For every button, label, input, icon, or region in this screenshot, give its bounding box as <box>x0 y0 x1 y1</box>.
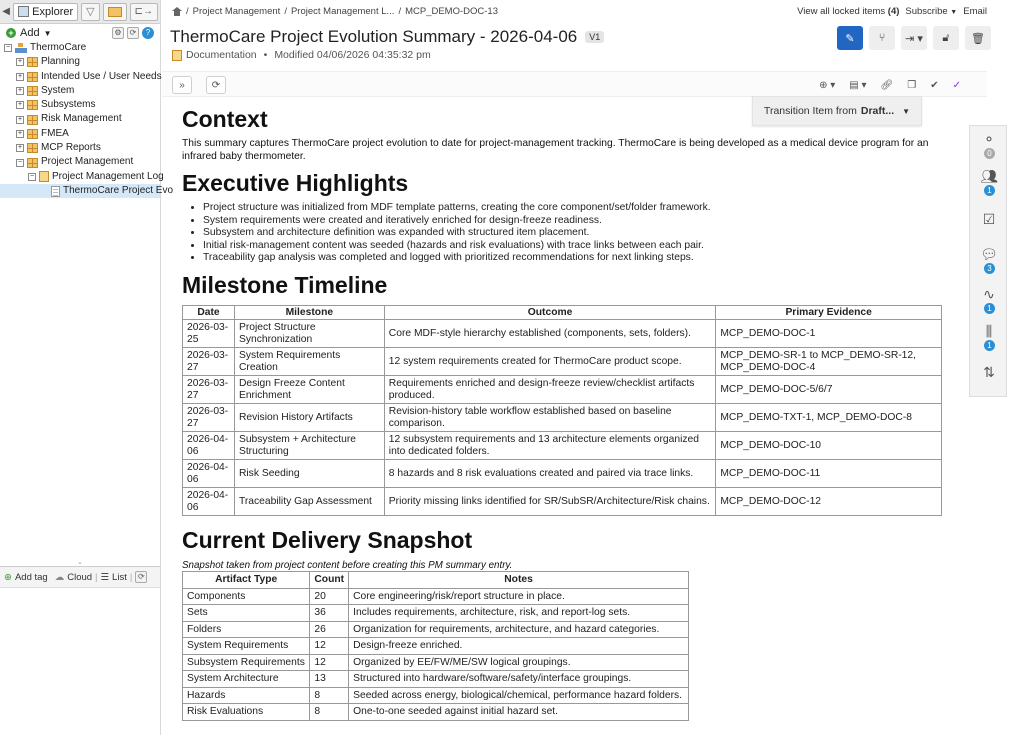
approve-icon[interactable]: ✔ <box>930 79 939 91</box>
tree-node-label: MCP Reports <box>41 142 101 154</box>
cell-artifact-type: Risk Evaluations <box>183 704 310 721</box>
column-header: Primary Evidence <box>716 305 942 320</box>
breadcrumb-sep: / <box>186 6 189 17</box>
log-icon <box>39 171 49 182</box>
cell-count: 8 <box>310 687 349 704</box>
clipboard-check-icon[interactable]: ✓ <box>952 79 961 91</box>
table-row <box>183 654 689 671</box>
cell-milestone: Project Structure Synchronization <box>234 320 384 348</box>
cell-evidence: MCP_DEMO-SR-1 to MCP_DEMO-SR-12, MCP_DEMO-DOC-4 <box>716 348 942 376</box>
cell-notes: Seeded across energy, biological/chemical, performance hazard folders. <box>349 687 689 704</box>
tree-node-label: FMEA <box>41 127 69 139</box>
cell-milestone: Design Freeze Content Enrichment <box>234 376 384 404</box>
cell-notes: Core engineering/risk/report structure in place. <box>349 588 689 605</box>
list-button[interactable]: List <box>112 571 127 583</box>
folder-icon <box>27 86 38 96</box>
locked-count: (4) <box>887 6 900 17</box>
separator-dot: • <box>263 49 268 61</box>
sync-panel-button[interactable] <box>970 364 1008 394</box>
expand-icon[interactable]: + <box>17 58 23 66</box>
cell-milestone: Subsystem + Architecture Structuring <box>234 432 384 460</box>
refresh-icon[interactable]: ⟳ <box>127 27 139 39</box>
main-pane <box>162 0 1015 735</box>
cell-date: 2026-03-27 <box>183 376 235 404</box>
subscribe-label: Subscribe <box>905 6 948 17</box>
cell-artifact-type: Components <box>183 588 310 605</box>
highlight-item: • Initial risk-management content was seeded (hazards and risk evaluations) with trace links between each pair. <box>203 240 944 253</box>
refresh-tags-icon[interactable]: ⟳ <box>135 571 147 583</box>
table-row <box>183 404 942 432</box>
explorer-icon <box>18 6 29 17</box>
breadcrumb-item[interactable]: Project Management L... <box>290 6 395 17</box>
tree-node-label: ThermoCare Project Evo <box>63 184 174 196</box>
reviewers-panel-button[interactable] <box>970 168 1008 198</box>
column-header: Date <box>183 305 235 320</box>
collapse-icon[interactable]: − <box>17 158 23 166</box>
cell-date: 2026-03-27 <box>183 404 235 432</box>
reviewers-icon: 👥︎ <box>980 167 998 184</box>
table-row <box>183 638 689 655</box>
cell-count: 12 <box>310 638 349 655</box>
cell-notes: Organization for requirements, architecture, and hazard categories. <box>349 621 689 638</box>
breadcrumb-sep: / <box>398 6 402 17</box>
expand-icon[interactable]: + <box>17 129 23 137</box>
back-arrow-icon[interactable]: ◀ <box>2 6 10 17</box>
column-header: Artifact Type <box>183 572 310 589</box>
cell-outcome: Revision-history table workflow established based on baseline comparison. <box>384 404 716 432</box>
snapshot-body <box>183 588 689 720</box>
tests-panel-button[interactable] <box>970 211 1008 241</box>
view-locked-link[interactable] <box>797 6 899 17</box>
cell-artifact-type: System Architecture <box>183 671 310 688</box>
document-content <box>182 104 944 721</box>
tree-node[interactable] <box>0 98 160 112</box>
milestone-table <box>182 305 942 517</box>
folder-icon <box>27 129 38 139</box>
snapshot-caption: Snapshot taken from project content before creating this PM summary entry. <box>182 560 513 571</box>
action-buttons <box>837 26 991 50</box>
subscribe-menu[interactable] <box>905 6 957 17</box>
collapse-icon[interactable]: − <box>29 172 35 180</box>
tab-explorer[interactable] <box>13 3 78 21</box>
caret-down-icon: ▼ <box>902 106 911 116</box>
cloud-button[interactable]: Cloud <box>67 571 93 583</box>
item-type: Documentation <box>186 49 257 61</box>
documentation-icon <box>172 50 182 61</box>
relationships-icon: ⚬ <box>983 130 995 147</box>
cell-notes: Includes requirements, architecture, risk, and report-log sets. <box>349 605 689 622</box>
tree-node-label: Risk Management <box>41 113 122 125</box>
add-row <box>0 25 160 41</box>
column-header: Notes <box>349 572 689 589</box>
cell-artifact-type: Hazards <box>183 687 310 704</box>
link-icon[interactable]: 🔗︎ <box>880 79 894 91</box>
view-locked-label: View all locked items <box>797 6 886 17</box>
tree-icon: ⑂ <box>878 32 886 44</box>
milestone-heading: Milestone Timeline <box>182 271 388 298</box>
count-badge: 1 <box>984 185 995 196</box>
cell-date: 2026-03-25 <box>183 320 235 348</box>
versions-icon: ⫼ <box>985 322 993 339</box>
tag-bar <box>0 566 160 588</box>
add-icon[interactable]: + <box>6 28 16 38</box>
transition-state: Draft... <box>860 105 895 117</box>
breadcrumb <box>172 6 498 17</box>
sync-icon: ⇅ <box>983 363 995 380</box>
list-icon[interactable]: ☰ <box>100 571 110 583</box>
tree-node-label: Project Management Log <box>52 170 164 182</box>
activity-icon: ∿ <box>983 285 995 302</box>
toolbar-right <box>819 76 961 94</box>
cell-notes: One-to-one seeded against initial hazard set. <box>349 704 689 721</box>
context-paragraph: This summary captures ThermoCare project evolution to date for project-management tracking. ThermoCare is being developed as a medical device program for an infrared baby thermometer. <box>182 138 929 162</box>
left-tabs <box>0 0 160 24</box>
expand-icon[interactable]: + <box>17 101 23 109</box>
lock-button[interactable] <box>933 26 959 50</box>
cell-count: 13 <box>310 671 349 688</box>
tree-node-label: Intended Use / User Needs <box>41 70 162 82</box>
highlight-item: • Project structure was initialized from MDF template patterns, creating the core component/set/folder framework. <box>203 202 944 215</box>
cell-outcome: Priority missing links identified for SR/SubSR/Architecture/Risk chains. <box>384 488 716 516</box>
cell-date: 2026-04-06 <box>183 460 235 488</box>
tree-node-label: Project Management <box>41 156 134 168</box>
add-menu[interactable]: Add <box>20 27 40 39</box>
cell-outcome: 12 subsystem requirements and 13 architecture elements organized into dedicated folders. <box>384 432 716 460</box>
caret-down-icon: ▼ <box>950 9 958 16</box>
tree-node[interactable] <box>0 55 160 69</box>
cell-artifact-type: Folders <box>183 621 310 638</box>
breadcrumb-item[interactable]: Project Management <box>192 6 281 17</box>
transition-prefix: Transition Item from <box>763 105 857 117</box>
cell-outcome: 12 system requirements created for ThermoCare product scope. <box>384 348 716 376</box>
settings-icon[interactable]: ⚙ <box>112 27 124 39</box>
table-row <box>183 588 689 605</box>
cell-outcome: Requirements enriched and design-freeze review/checklist artifacts produced. <box>384 376 716 404</box>
tree-node-label: Planning <box>41 56 80 68</box>
table-row <box>183 320 942 348</box>
tree-node[interactable] <box>0 141 160 155</box>
cell-evidence: MCP_DEMO-DOC-1 <box>716 320 942 348</box>
tree-node[interactable] <box>0 127 160 141</box>
tree-node[interactable] <box>0 70 160 84</box>
tree-node-label: ThermoCare <box>30 42 87 53</box>
table-row <box>183 671 689 688</box>
copy-icon[interactable]: ❐ <box>907 79 917 91</box>
folder-icon <box>27 143 38 153</box>
breadcrumb-sep: / <box>284 6 287 17</box>
secondary-toolbar <box>162 71 987 97</box>
cell-count: 12 <box>310 654 349 671</box>
home-icon[interactable] <box>172 7 182 16</box>
breadcrumb-current: MCP_DEMO-DOC-13 <box>405 6 498 17</box>
expand-icon[interactable]: + <box>17 87 23 95</box>
column-header: Outcome <box>384 305 716 320</box>
pencil-icon: ✎ <box>845 32 855 45</box>
cell-milestone: System Requirements Creation <box>234 348 384 376</box>
cell-date: 2026-03-27 <box>183 348 235 376</box>
tab-explorer-label: Explorer <box>32 5 74 18</box>
add-tag-button[interactable]: Add tag <box>14 571 48 583</box>
collapse-icon[interactable]: − <box>5 44 11 52</box>
tab-filter[interactable] <box>81 3 99 21</box>
collapse-panel-icon: ⊏→ <box>134 6 153 17</box>
cell-evidence: MCP_DEMO-DOC-10 <box>716 432 942 460</box>
cell-evidence: MCP_DEMO-TXT-1, MCP_DEMO-DOC-8 <box>716 404 942 432</box>
table-row <box>183 621 689 638</box>
table-row <box>183 460 942 488</box>
header-links <box>797 6 987 17</box>
tree-node[interactable] <box>0 112 160 126</box>
table-row <box>183 376 942 404</box>
relationships-panel-button[interactable] <box>970 131 1008 161</box>
export-icon: ⇥ ▾ <box>905 32 923 45</box>
table-row <box>183 704 689 721</box>
filter-icon: ▽ <box>86 6 95 18</box>
modified-text: Modified 04/06/2026 04:35:32 pm <box>274 49 431 61</box>
count-badge: 3 <box>984 263 995 274</box>
right-rail <box>969 125 1007 397</box>
tree-node-label: Subsystems <box>41 99 96 111</box>
cell-artifact-type: Sets <box>183 605 310 622</box>
refresh-button[interactable] <box>206 76 226 94</box>
cell-evidence: MCP_DEMO-DOC-12 <box>716 488 942 516</box>
folder-icon <box>27 115 38 125</box>
left-panel <box>0 0 174 735</box>
cell-count: 26 <box>310 621 349 638</box>
cell-outcome: 8 hazards and 8 risk evaluations created and paired via trace links. <box>384 460 716 488</box>
cell-evidence: MCP_DEMO-DOC-5/6/7 <box>716 376 942 404</box>
page-title: ThermoCare Project Evolution Summary - 2026-04-06 <box>170 27 578 46</box>
expand-icon[interactable]: + <box>17 72 23 80</box>
tab-layout[interactable] <box>103 3 127 21</box>
refresh-icon: ⟳ <box>211 79 221 91</box>
cell-milestone: Risk Seeding <box>234 460 384 488</box>
count-badge: 1 <box>984 340 995 351</box>
splitter-grip-icon[interactable]: ⌄ <box>77 559 83 566</box>
versions-panel-button[interactable] <box>970 323 1008 353</box>
relationships-button[interactable] <box>869 26 895 50</box>
highlight-item: • Subsystem and architecture definition was expanded with structured item placement. <box>203 227 944 240</box>
folder-icon <box>27 72 38 82</box>
activity-panel-button[interactable] <box>970 286 1008 316</box>
edit-button[interactable] <box>837 26 863 50</box>
comments-icon: 💬︎ <box>980 245 998 262</box>
tree-node[interactable] <box>0 170 164 184</box>
chevrons-down-icon: » <box>179 79 185 91</box>
cell-notes: Design-freeze enriched. <box>349 638 689 655</box>
tree-node[interactable] <box>0 41 160 55</box>
email-link[interactable]: Email <box>963 6 987 17</box>
cell-notes: Organized by EE/FW/ME/SW logical groupings. <box>349 654 689 671</box>
highlights-list <box>182 202 944 265</box>
layout-icon <box>108 7 122 17</box>
table-row <box>183 687 689 704</box>
column-header: Milestone <box>234 305 384 320</box>
cell-date: 2026-04-06 <box>183 488 235 516</box>
tab-collapse[interactable] <box>130 3 158 21</box>
tree-tools <box>112 27 154 39</box>
cell-artifact-type: Subsystem Requirements <box>183 654 310 671</box>
cell-count: 8 <box>310 704 349 721</box>
cell-outcome: Core MDF-style hierarchy established (components, sets, folders). <box>384 320 716 348</box>
divider: | <box>95 571 98 583</box>
project-icon <box>15 43 27 53</box>
add-tag-icon[interactable]: ⊕ <box>4 571 12 583</box>
caret-down-icon[interactable]: ▼ <box>43 28 52 38</box>
lock-icon: 🔓︎ <box>942 31 950 44</box>
snapshot-header-row <box>183 572 689 589</box>
divider: | <box>129 571 133 583</box>
table-row <box>183 605 689 622</box>
table-row <box>183 432 942 460</box>
export-button[interactable] <box>901 26 927 50</box>
expand-icon[interactable]: + <box>17 144 23 152</box>
snapshot-heading: Current Delivery Snapshot <box>182 527 473 553</box>
table-row <box>183 348 942 376</box>
expand-icon[interactable]: + <box>17 115 23 123</box>
count-badge: 1 <box>984 303 995 314</box>
tree-node-label: System <box>41 84 75 96</box>
cell-date: 2026-04-06 <box>183 432 235 460</box>
highlight-item: • System requirements were created and iteratively enriched for design-freeze readiness. <box>203 215 944 228</box>
document-icon <box>51 186 60 197</box>
tests-icon: ☑ <box>982 210 996 227</box>
milestone-body <box>183 320 942 516</box>
tree-node[interactable] <box>0 184 174 198</box>
cell-milestone: Traceability Gap Assessment <box>234 488 384 516</box>
title-row <box>170 27 604 47</box>
milestone-header-row <box>183 305 942 320</box>
help-icon[interactable]: ? <box>142 27 154 39</box>
table-row <box>183 488 942 516</box>
delete-button[interactable] <box>965 26 991 50</box>
folder-icon <box>27 158 38 168</box>
tree-node[interactable] <box>0 84 160 98</box>
snapshot-table <box>182 571 689 721</box>
document-menu-button[interactable]: ▤ ▾ <box>849 79 867 91</box>
cell-count: 20 <box>310 588 349 605</box>
trash-icon: 🗑︎ <box>971 32 985 45</box>
exec-heading: Executive Highlights <box>182 170 409 196</box>
add-child-button[interactable]: ⊕ ▾ <box>819 79 836 91</box>
comments-panel-button[interactable] <box>970 246 1008 276</box>
project-tree <box>0 41 174 198</box>
cell-notes: Structured into hardware/software/safety/interface groupings. <box>349 671 689 688</box>
context-heading: Context <box>182 106 268 132</box>
folder-icon <box>27 100 38 110</box>
version-badge[interactable]: V1 <box>585 31 604 43</box>
meta-row <box>172 49 431 61</box>
collapse-button[interactable] <box>172 76 192 94</box>
cell-evidence: MCP_DEMO-DOC-11 <box>716 460 942 488</box>
count-badge: 0 <box>984 148 995 159</box>
cell-artifact-type: System Requirements <box>183 638 310 655</box>
cloud-icon[interactable]: ☁ <box>54 571 65 583</box>
highlight-item: • Traceability gap analysis was completed and logged with prioritized recommendations for next linking steps. <box>203 252 944 265</box>
cell-count: 36 <box>310 605 349 622</box>
folder-icon <box>27 57 38 67</box>
cell-milestone: Revision History Artifacts <box>234 404 384 432</box>
tree-node[interactable] <box>0 155 160 169</box>
column-header: Count <box>310 572 349 589</box>
